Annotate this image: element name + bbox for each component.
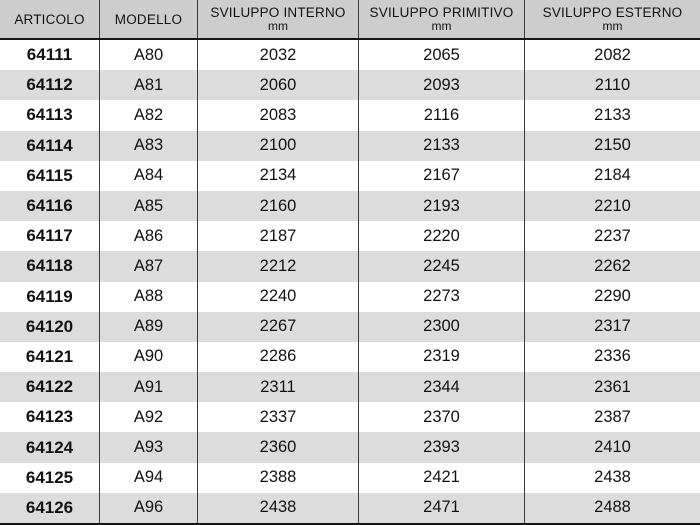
- sviluppo_esterno-value: 2184: [594, 166, 631, 185]
- sviluppo_esterno-value: 2262: [594, 256, 631, 275]
- cell-modello: [100, 312, 198, 342]
- cell-sviluppo_primitivo: [359, 251, 525, 281]
- articolo-value: 64114: [26, 135, 73, 155]
- cell-articolo: [0, 100, 100, 130]
- sviluppo_primitivo-value: 2167: [423, 166, 460, 185]
- cell-articolo: [0, 402, 100, 432]
- articolo-value: 64123: [25, 407, 74, 427]
- modello-value: A89: [133, 317, 164, 336]
- sviluppo_primitivo-value: 2300: [423, 317, 460, 336]
- sviluppo_esterno-value: 2110: [594, 75, 631, 94]
- cell-articolo: [0, 342, 100, 372]
- cell-sviluppo_interno: [198, 493, 359, 523]
- table-row: [0, 40, 700, 70]
- modello-value: A81: [133, 75, 164, 94]
- sviluppo_primitivo-value: 2093: [423, 75, 460, 94]
- sviluppo_interno-value: 2032: [259, 45, 297, 64]
- column-header-label: SVILUPPO ESTERNO: [542, 5, 683, 20]
- sviluppo_interno-value: 2134: [259, 166, 297, 185]
- sviluppo_primitivo-value: 2245: [423, 256, 460, 275]
- modello-value: A96: [133, 498, 164, 517]
- column-header-unit: mm: [431, 19, 452, 33]
- sviluppo_interno-value: 2388: [259, 468, 297, 487]
- cell-articolo: [0, 312, 100, 342]
- sviluppo_esterno-value: 2317: [594, 317, 631, 336]
- sviluppo_esterno-value: 2210: [594, 196, 631, 215]
- cell-sviluppo_primitivo: [359, 342, 525, 372]
- modello-value: A82: [133, 105, 164, 124]
- sviluppo_interno-value: 2337: [259, 407, 297, 426]
- column-header-articolo: [0, 0, 100, 38]
- column-header-sviluppo_interno: [198, 0, 359, 38]
- cell-sviluppo_esterno: [525, 191, 700, 221]
- table-row: [0, 342, 700, 372]
- cell-sviluppo_interno: [198, 463, 359, 493]
- articolo-value: 64118: [26, 256, 73, 276]
- modello-value: A84: [133, 166, 164, 185]
- sviluppo_interno-value: 2060: [259, 75, 297, 94]
- table-row: [0, 191, 700, 221]
- column-header-label: SVILUPPO PRIMITIVO: [369, 5, 514, 20]
- cell-sviluppo_esterno: [525, 463, 700, 493]
- cell-sviluppo_esterno: [525, 402, 700, 432]
- sviluppo_interno-value: 2160: [259, 196, 297, 215]
- sviluppo_primitivo-value: 2133: [423, 136, 460, 155]
- sviluppo_primitivo-value: 2393: [423, 438, 460, 457]
- articolo-value: 64122: [25, 377, 74, 397]
- cell-articolo: [0, 282, 100, 312]
- modello-value: A83: [133, 136, 164, 155]
- sviluppo_interno-value: 2240: [259, 287, 297, 306]
- cell-modello: [100, 221, 198, 251]
- column-header-label: MODELLO: [114, 11, 183, 27]
- cell-articolo: [0, 70, 100, 100]
- sviluppo_esterno-value: 2488: [594, 498, 631, 517]
- sviluppo_interno-value: 2083: [259, 105, 297, 124]
- table-row: [0, 251, 700, 281]
- articolo-value: 64112: [26, 75, 73, 95]
- articolo-value: 64126: [25, 497, 74, 517]
- cell-sviluppo_primitivo: [359, 100, 525, 130]
- table-row: [0, 221, 700, 251]
- table-row: [0, 432, 700, 462]
- cell-articolo: [0, 432, 100, 462]
- table-row: [0, 402, 700, 432]
- modello-value: A94: [133, 468, 164, 487]
- cell-modello: [100, 342, 198, 372]
- cell-sviluppo_primitivo: [359, 282, 525, 312]
- table-row: [0, 372, 700, 402]
- cell-sviluppo_primitivo: [359, 70, 525, 100]
- cell-sviluppo_primitivo: [359, 131, 525, 161]
- cell-articolo: [0, 463, 100, 493]
- sviluppo_esterno-value: 2387: [594, 407, 631, 426]
- cell-sviluppo_primitivo: [359, 372, 525, 402]
- articolo-value: 64124: [25, 437, 74, 457]
- cell-modello: [100, 100, 198, 130]
- sviluppo_interno-value: 2438: [259, 498, 297, 517]
- sviluppo_esterno-value: 2438: [594, 468, 631, 487]
- column-header-label: ARTICOLO: [14, 11, 85, 27]
- sviluppo_interno-value: 2267: [259, 317, 297, 336]
- cell-modello: [100, 131, 198, 161]
- cell-sviluppo_primitivo: [359, 312, 525, 342]
- cell-sviluppo_esterno: [525, 282, 700, 312]
- cell-sviluppo_primitivo: [359, 221, 525, 251]
- cell-sviluppo_esterno: [525, 251, 700, 281]
- cell-sviluppo_interno: [198, 161, 359, 191]
- modello-value: A80: [133, 45, 164, 64]
- articolo-value: 64119: [26, 286, 73, 306]
- articolo-value: 64117: [26, 226, 73, 246]
- cell-sviluppo_esterno: [525, 493, 700, 523]
- sviluppo_interno-value: 2187: [259, 226, 297, 245]
- modello-value: A86: [133, 226, 164, 245]
- cell-sviluppo_primitivo: [359, 40, 525, 70]
- column-header-unit: mm: [268, 19, 288, 33]
- articolo-value: 64121: [25, 346, 74, 366]
- sviluppo_primitivo-value: 2193: [423, 196, 460, 215]
- cell-sviluppo_esterno: [525, 312, 700, 342]
- modello-value: A88: [133, 287, 164, 306]
- sviluppo_primitivo-value: 2220: [423, 226, 460, 245]
- table-row: [0, 131, 700, 161]
- articolo-value: 64125: [25, 467, 74, 487]
- table-row: [0, 282, 700, 312]
- cell-sviluppo_interno: [198, 100, 359, 130]
- sviluppo_esterno-value: 2336: [594, 347, 631, 366]
- modello-value: A93: [133, 438, 164, 457]
- sviluppo_primitivo-value: 2344: [423, 377, 460, 396]
- sviluppo_esterno-value: 2410: [594, 438, 631, 457]
- cell-sviluppo_interno: [198, 312, 359, 342]
- modello-value: A85: [133, 196, 164, 215]
- sviluppo_primitivo-value: 2065: [423, 45, 460, 64]
- cell-sviluppo_esterno: [525, 342, 700, 372]
- cell-sviluppo_primitivo: [359, 191, 525, 221]
- table-row: [0, 312, 700, 342]
- sviluppo_esterno-value: 2361: [594, 377, 631, 396]
- table-row: [0, 161, 700, 191]
- cell-sviluppo_esterno: [525, 70, 700, 100]
- sviluppo_interno-value: 2212: [259, 256, 297, 275]
- cell-sviluppo_interno: [198, 342, 359, 372]
- cell-sviluppo_esterno: [525, 40, 700, 70]
- sviluppo_primitivo-value: 2421: [423, 468, 460, 487]
- cell-modello: [100, 161, 198, 191]
- articolo-value: 64116: [26, 196, 73, 216]
- cell-sviluppo_esterno: [525, 221, 700, 251]
- sviluppo_primitivo-value: 2471: [423, 498, 460, 517]
- modello-value: A92: [133, 407, 164, 426]
- sviluppo_esterno-value: 2290: [594, 287, 631, 306]
- cell-sviluppo_interno: [198, 191, 359, 221]
- cell-sviluppo_interno: [198, 131, 359, 161]
- sviluppo_interno-value: 2360: [259, 438, 297, 457]
- table-row: [0, 70, 700, 100]
- column-header-sviluppo_esterno: [525, 0, 700, 38]
- table-row: [0, 493, 700, 523]
- sviluppo_interno-value: 2311: [260, 377, 296, 396]
- cell-articolo: [0, 372, 100, 402]
- cell-sviluppo_esterno: [525, 131, 700, 161]
- modello-value: A90: [133, 347, 164, 366]
- articolo-value: 64111: [26, 45, 73, 65]
- cell-sviluppo_primitivo: [359, 161, 525, 191]
- cell-sviluppo_primitivo: [359, 402, 525, 432]
- cell-sviluppo_interno: [198, 221, 359, 251]
- cell-sviluppo_esterno: [525, 161, 700, 191]
- cell-articolo: [0, 40, 100, 70]
- cell-modello: [100, 282, 198, 312]
- column-header-label: SVILUPPO INTERNO: [210, 5, 346, 20]
- sviluppo_primitivo-value: 2319: [423, 347, 460, 366]
- cell-sviluppo_interno: [198, 70, 359, 100]
- sviluppo_primitivo-value: 2370: [423, 407, 460, 426]
- cell-modello: [100, 40, 198, 70]
- cell-modello: [100, 463, 198, 493]
- cell-articolo: [0, 493, 100, 523]
- table-header-row: [0, 0, 700, 40]
- cell-articolo: [0, 191, 100, 221]
- cell-sviluppo_primitivo: [359, 463, 525, 493]
- cell-sviluppo_interno: [198, 432, 359, 462]
- cell-modello: [100, 432, 198, 462]
- cell-modello: [100, 372, 198, 402]
- articolo-value: 64120: [25, 316, 74, 336]
- table-row: [0, 100, 700, 130]
- cell-modello: [100, 493, 198, 523]
- cell-sviluppo_esterno: [525, 372, 700, 402]
- cell-articolo: [0, 131, 100, 161]
- sviluppo_esterno-value: 2150: [594, 136, 631, 155]
- cell-modello: [100, 70, 198, 100]
- sviluppo_esterno-value: 2082: [594, 45, 631, 64]
- cell-modello: [100, 191, 198, 221]
- sviluppo_primitivo-value: 2273: [423, 287, 460, 306]
- cell-sviluppo_interno: [198, 402, 359, 432]
- cell-sviluppo_primitivo: [359, 432, 525, 462]
- cell-articolo: [0, 221, 100, 251]
- sviluppo_primitivo-value: 2116: [423, 105, 460, 124]
- cell-sviluppo_primitivo: [359, 493, 525, 523]
- modello-value: A91: [133, 377, 164, 396]
- cell-articolo: [0, 251, 100, 281]
- column-header-unit: mm: [602, 19, 623, 33]
- sviluppo_interno-value: 2100: [259, 136, 297, 155]
- sviluppo_esterno-value: 2133: [594, 105, 631, 124]
- cell-modello: [100, 402, 198, 432]
- cell-sviluppo_interno: [198, 40, 359, 70]
- table-body: [0, 40, 700, 525]
- column-header-sviluppo_primitivo: [359, 0, 525, 38]
- cell-sviluppo_interno: [198, 372, 359, 402]
- modello-value: A87: [133, 256, 164, 275]
- table-row: [0, 463, 700, 493]
- articolo-value: 64115: [26, 165, 73, 185]
- column-header-modello: [100, 0, 198, 38]
- articolo-value: 64113: [26, 105, 73, 125]
- cell-sviluppo_interno: [198, 251, 359, 281]
- sviluppo_interno-value: 2286: [259, 347, 297, 366]
- cell-sviluppo_esterno: [525, 432, 700, 462]
- cell-articolo: [0, 161, 100, 191]
- cell-sviluppo_esterno: [525, 100, 700, 130]
- cell-modello: [100, 251, 198, 281]
- sviluppo_esterno-value: 2237: [594, 226, 631, 245]
- cell-sviluppo_interno: [198, 282, 359, 312]
